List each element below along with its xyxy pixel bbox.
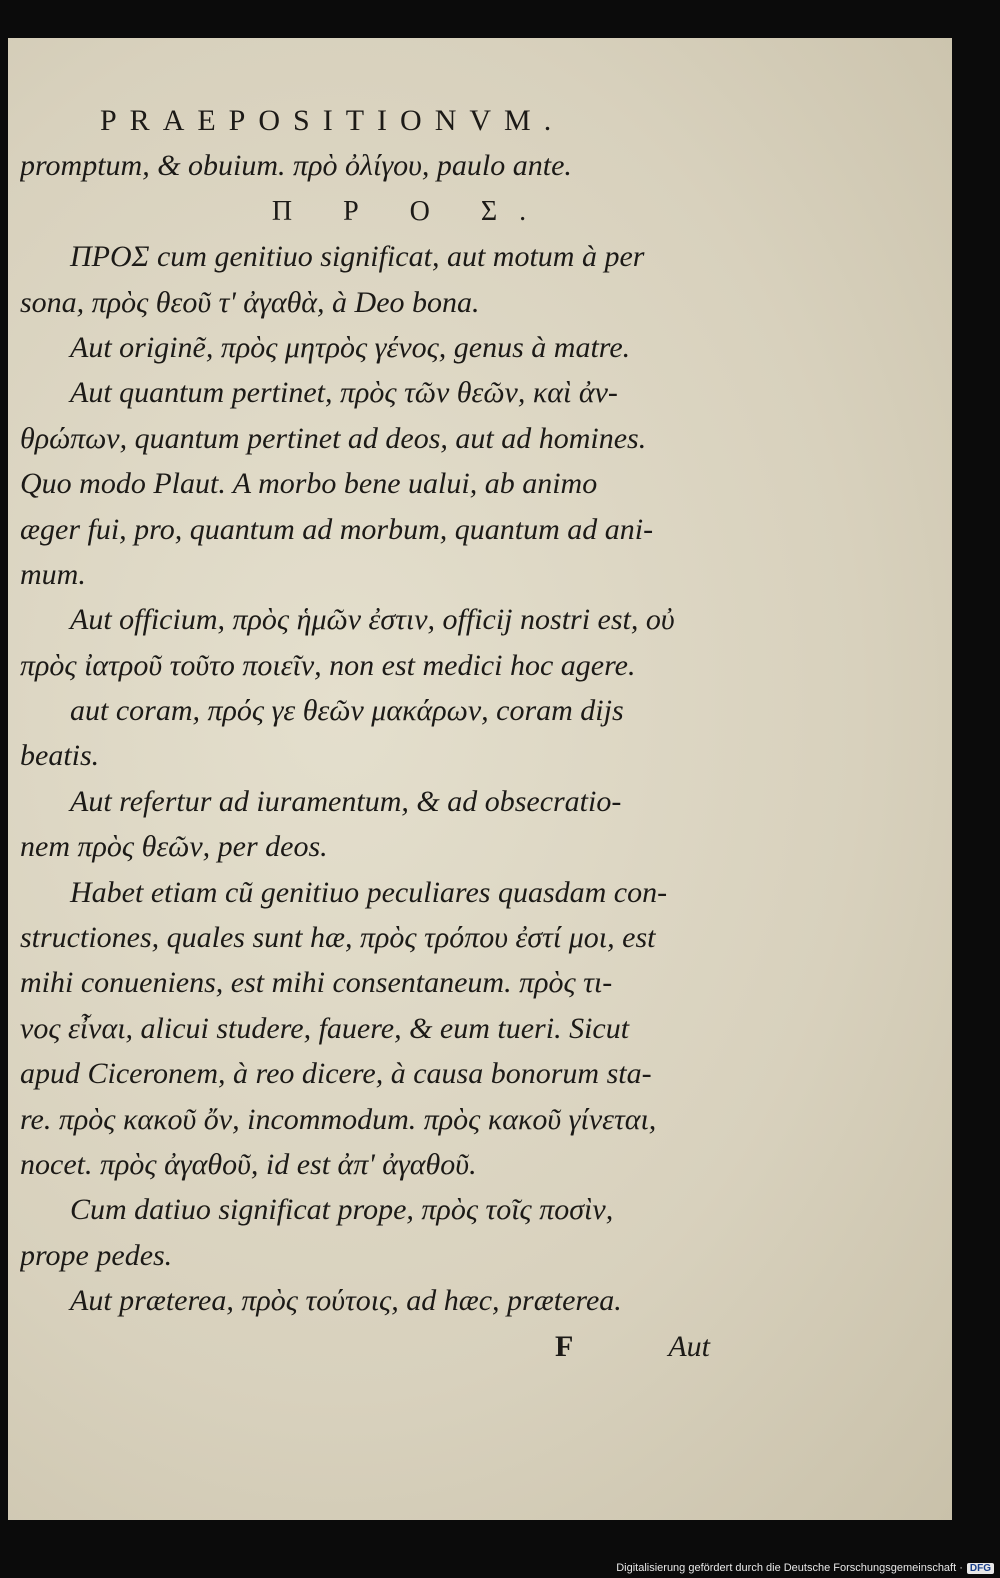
text-line: Aut refertur ad iuramentum, & ad obsecratio-: [70, 784, 622, 818]
text-line: promptum, & obuium. πρὸ ὀλίγου, paulo ante.: [20, 149, 572, 183]
text-line: beatis.: [20, 739, 100, 773]
text-line: nocet. πρὸς ἀγαθοῦ, id est ἀπ' ἀγαθοῦ.: [20, 1147, 477, 1181]
text-line: sona, πρὸς θεοῦ τ' ἀγαθὰ, à Deo bona.: [20, 285, 480, 319]
digitization-footer: [616, 1562, 994, 1574]
text-line: Cum datiuo significat prope, πρὸς τοῖς ποσὶν,: [70, 1193, 614, 1227]
text-line: νος εἶναι, alicui studere, fauere, & eum tueri. Sicut: [20, 1011, 630, 1045]
text-line: apud Ciceronem, à reo dicere, à causa bonorum sta-: [20, 1057, 652, 1091]
text-line: nem πρὸς θεῶν, per deos.: [20, 830, 328, 864]
page-text-block: [20, 98, 800, 1369]
text-line: Habet etiam cũ genitiuo peculiares quasdam con-: [70, 875, 668, 909]
signature-mark: F: [555, 1329, 574, 1363]
text-line: structiones, quales sunt hæ, πρὸς τρόπου ἐστί μοι, est: [20, 921, 656, 955]
text-line: θρώπων, quantum pertinet ad deos, aut ad homines.: [20, 421, 647, 455]
text-line: Aut præterea, πρὸς τούτοις, ad hæc, præterea.: [70, 1284, 622, 1318]
text-line: mihi conueniens, est mihi consentaneum. πρὸς τι-: [20, 966, 613, 1000]
dfg-logo-icon: DFG: [967, 1563, 994, 1574]
text-line: Aut originẽ, πρὸς μητρὸς γένος, genus à matre.: [70, 330, 631, 364]
text-line: Aut officium, πρὸς ἡμῶν ἐστιν, officij nostri est, οὐ: [70, 603, 675, 637]
text-line: Π Ρ Ο Σ.: [271, 195, 549, 227]
footer-credit: Digitalisierung gefördert durch die Deutsche Forschungsgemeinschaft ·: [616, 1562, 963, 1574]
text-line: ΠΡΟΣ cum genitiuo significat, aut motum à per: [70, 240, 645, 274]
text-line: æger fui, pro, quantum ad morbum, quantum ad ani-: [20, 512, 654, 546]
book-page: [8, 38, 952, 1520]
text-line: re. πρὸς κακοῦ ὄν, incommodum. πρὸς κακοῦ γίνεται,: [20, 1102, 657, 1136]
text-line: πρὸς ἰατροῦ τοῦτο ποιεῖν, non est medici hoc agere.: [20, 648, 636, 682]
text-line: prope pedes.: [20, 1238, 173, 1272]
text-line: Quo modo Plaut. A morbo bene ualui, ab animo: [20, 467, 598, 501]
text-line: aut coram, πρός γε θεῶν μακάρων, coram dijs: [70, 694, 624, 728]
catchword: Aut: [668, 1329, 710, 1363]
text-line: Aut quantum pertinet, πρὸς τῶν θεῶν, καὶ ἀν-: [70, 376, 618, 410]
signature-line: [20, 1324, 800, 1369]
running-head: PRAEPOSITIONVM.: [100, 104, 565, 137]
text-line: mum.: [20, 557, 86, 591]
